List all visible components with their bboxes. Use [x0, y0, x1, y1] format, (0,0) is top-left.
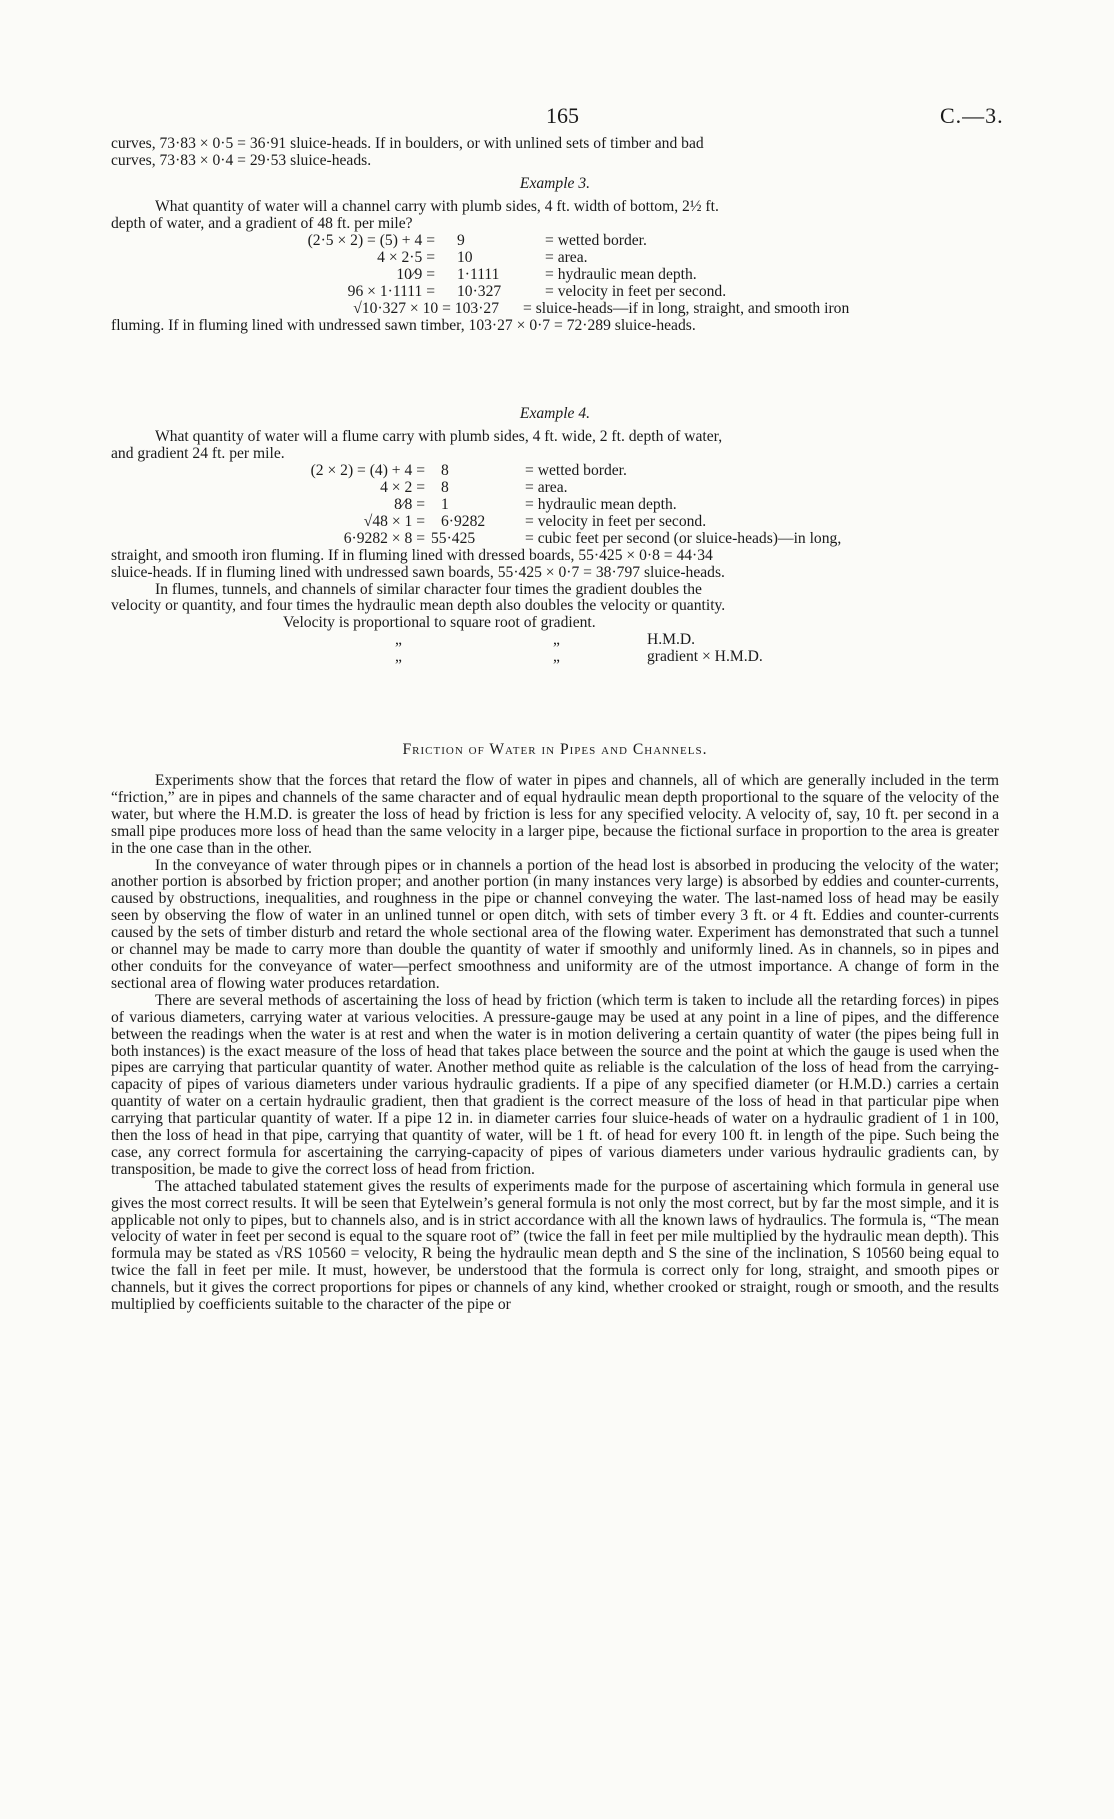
- equation-value: 10: [457, 248, 473, 266]
- equation-meaning: = wetted border.: [525, 461, 627, 479]
- example-title: Example 4.: [519, 405, 591, 422]
- page-number: 165: [546, 103, 579, 128]
- ditto-mark: „: [395, 631, 402, 649]
- paragraph: In the conveyance of water through pipes or in channels a portion of the head lost is absorbed in producing the velocity of the water; another portion is absorbed by friction proper; and another portion (in many instances very large) is absorbed by eddies and counter-currents, caused by obstructions, inequalities, and roughness in the pipe or channel conveying the water. The last-named loss of head may be easily seen by observing the flow of water in an unlined tunnel or open ditch, with sets of timber every 3 ft. or 4 ft. Eddies and counter-currents caused by the sets of timber disturb and retard the whole sectional area of the flowing water. Experiment has demonstrated that such a tunnel or channel may be made to carry more than double the quantity of water if smoothly and uniformly lined. As in channels, so in pipes and other conduits for the conveyance of water—perfect smoothness and uniformity are of the utmost importance. A change of form in the sectional area of flowing water produces retardation.: [111, 856, 999, 992]
- example-title: Example 3.: [519, 175, 591, 192]
- example-question-line: depth of water, and a gradient of 48 ft. per mile?: [111, 214, 413, 232]
- equation-row: [111, 480, 999, 497]
- intro-block: [111, 136, 999, 170]
- equation-meaning: = cubic feet per second (or sluice-heads)—in long,: [525, 529, 842, 547]
- proportion-row: [111, 615, 999, 632]
- equation-meaning: = area.: [545, 248, 588, 266]
- equation-meaning: = area.: [525, 478, 568, 496]
- example-4: [111, 406, 999, 666]
- ditto-mark: „: [395, 648, 402, 666]
- paragraph: There are several methods of ascertaining the loss of head by friction (which term is taken to include all the retarding forces) in pipes of various diameters, carrying water at various velocities. A pressure-gauge may be used at any point in a line of pipes, and the difference between the readings when the water is at rest and when the water is in motion delivering a certain quantity of water (the pipes being full in both instances) is the exact measure of the loss of head that takes place between the source and the point at which the gauge is used when the pipes are carrying that particular quantity of water. Another method quite as reliable is the calculation of the loss of head from the carrying-capacity of pipes of various diameters under various hydraulic gradients. If a pipe of any specified diameter (or H.M.D.) carries a certain quantity of water on a certain hydraulic gradient, then that gradient is the correct measure of the loss of head in that particular pipe when carrying that particular quantity of water. If a pipe 12 in. in diameter carries four sluice-heads of water on a hydraulic gradient of 1 in 100, then the loss of head in that pipe, carrying that quantity of water, will be 1 ft. of head for every 100 ft. in length of the pipe. Such being the case, any correct formula for ascertaining the carrying-capacity of pipes of various diameters under various hydraulic gradients can, by transposition, be made to give the correct loss of head from friction.: [111, 991, 999, 1178]
- ditto-mark: „: [553, 631, 560, 649]
- equation-value: 1: [441, 495, 449, 513]
- equation-lhs: √10·327 × 10 = 103·27: [353, 299, 499, 317]
- equation-row: [111, 463, 999, 480]
- section-heading: Friction of Water in Pipes and Channels.: [402, 741, 708, 758]
- document-code: C.—3.: [940, 103, 1004, 128]
- equation-lhs: 8⁄8 =: [394, 495, 425, 513]
- equation-value: 8: [441, 461, 449, 479]
- example-tail: straight, and smooth iron fluming. If in fluming lined with dressed boards, 55·425 × 0·8 = 44·34: [111, 546, 713, 564]
- paragraph: The attached tabulated statement gives the results of experiments made for the purpose of ascertaining which formula in general use gives the most correct results. It will be seen that Eytelwein’s general formula is not only the most correct, but by far the most simple, and it is applicable not only to pipes, but to channels also, and is in strict accordance with all the known laws of hydraulics. The formula is, “The mean velocity of water in feet per second is equal to the square root of” (twice the fall in feet per mile multiplied by the hydraulic mean depth). This formula may be stated as √RS 10560 = velocity, R being the hydraulic mean depth and S the sine of the inclination, S 10560 being equal to twice the fall in feet per mile. It must, however, be understood that the formula is correct only for long, straight, and smooth pipes or channels, but it gives the correct proportions for pipes or channels of any kind, whether crooked or straight, rough or smooth, and the results multiplied by coefficients suitable to the character of the pipe or: [111, 1177, 999, 1314]
- equation-row: [111, 250, 999, 267]
- equation-row: [111, 284, 999, 301]
- proportion-paragraph: In flumes, tunnels, and channels of similar character four times the gradient doubles the: [155, 580, 702, 598]
- equation-meaning: = velocity in feet per second.: [545, 282, 727, 300]
- proportion-row: [111, 649, 999, 666]
- example-question-line: What quantity of water will a channel carry with plumb sides, 4 ft. width of bottom, 2½ ft.: [155, 197, 719, 215]
- equation-lhs: (2 × 2) = (4) + 4 =: [310, 461, 425, 479]
- equation-meaning: = wetted border.: [545, 231, 647, 249]
- example-tail: fluming. If in fluming lined with undressed sawn timber, 103·27 × 0·7 = 72·289 sluice-heads.: [111, 316, 696, 334]
- equation-lhs: (2·5 × 2) = (5) + 4 =: [307, 231, 435, 249]
- section: [111, 742, 999, 759]
- equation-meaning: = hydraulic mean depth.: [525, 495, 677, 513]
- example-tail: sluice-heads. If in fluming lined with undressed sawn boards, 55·425 × 0·7 = 38·797 sluice-heads.: [111, 563, 725, 581]
- equation-value: 6·9282: [441, 512, 486, 530]
- equation-lhs: √48 × 1 =: [363, 512, 425, 530]
- intro-line: curves, 73·83 × 0·4 = 29·53 sluice-heads.: [111, 151, 372, 169]
- example-question-line: and gradient 24 ft. per mile.: [111, 444, 285, 462]
- equation-value: 1·1111: [457, 265, 500, 283]
- equation-row: [111, 531, 999, 548]
- body-text: [111, 773, 999, 1314]
- equation-row: [111, 497, 999, 514]
- equation-meaning: = velocity in feet per second.: [525, 512, 707, 530]
- equation-value: 55·425: [431, 529, 476, 547]
- proportion-text: gradient × H.M.D.: [647, 648, 763, 666]
- proportion-text: Velocity is proportional to square root of gradient.: [283, 614, 596, 632]
- equation-lhs: 10⁄9 =: [396, 265, 435, 283]
- equation-value: 9: [457, 231, 465, 249]
- ditto-mark: „: [553, 648, 560, 666]
- proportion-text: H.M.D.: [647, 631, 696, 649]
- equation-value: 8: [441, 478, 449, 496]
- equation-lhs: 4 × 2·5 =: [377, 248, 435, 266]
- equation-meaning: = hydraulic mean depth.: [545, 265, 697, 283]
- equation-meaning: = sluice-heads—if in long, straight, and smooth iron: [523, 299, 850, 317]
- equation-row: [111, 267, 999, 284]
- paragraph: Experiments show that the forces that retard the flow of water in pipes and channels, all of which are generally included in the term “friction,” are in pipes and channels of the same character and of equal hydraulic mean depth proportional to the square of the velocity of the water, but where the H.M.D. is greater the loss of head by friction is less for any specified velocity. A velocity of, say, 10 ft. per second in a small pipe produces more loss of head than the same velocity in a larger pipe, because the fictional surface in proportion to the area is greater in the one case than in the other.: [111, 772, 999, 857]
- proportion-row: [111, 632, 999, 649]
- example-question-line: What quantity of water will a flume carry with plumb sides, 4 ft. wide, 2 ft. depth of water,: [155, 427, 723, 445]
- example-3: [111, 176, 999, 335]
- equation-row: [111, 233, 999, 250]
- equation-row: [111, 301, 999, 318]
- equation-lhs: 4 × 2 =: [380, 478, 425, 496]
- proportion-paragraph: velocity or quantity, and four times the hydraulic mean depth also doubles the velocity or quantity.: [111, 597, 726, 615]
- equation-lhs: 6·9282 × 8 =: [343, 529, 425, 547]
- equation-row: [111, 514, 999, 531]
- intro-line: curves, 73·83 × 0·5 = 36·91 sluice-heads. If in boulders, or with unlined sets of timber and bad: [111, 135, 704, 152]
- equation-value: 10·327: [457, 282, 502, 300]
- equation-lhs: 96 × 1·1111 =: [347, 282, 435, 300]
